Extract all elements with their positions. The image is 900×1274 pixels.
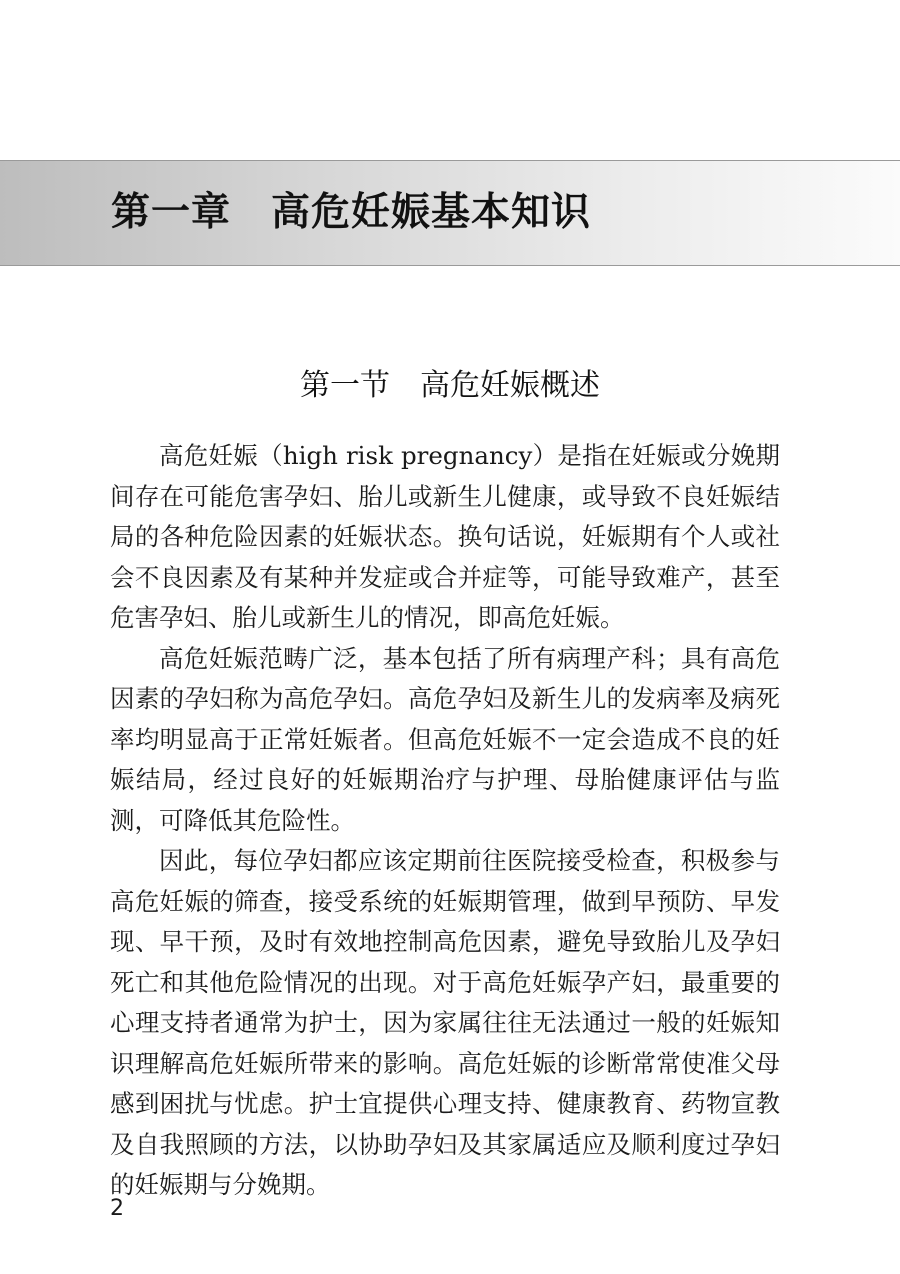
page-number: 2	[110, 1196, 124, 1221]
paragraph-2: 高危妊娠范畴广泛，基本包括了所有病理产科；具有高危因素的孕妇称为高危孕妇。高危孕妇及新生儿的发病率及病死率均明显高于正常妊娠者。但高危妊娠不一定会造成不良的妊娠结局，经过良好的妊娠期治疗与护理、母胎健康评估与监测，可降低其危险性。	[110, 643, 780, 835]
paragraph-3: 因此，每位孕妇都应该定期前往医院接受检查，积极参与高危妊娠的筛查，接受系统的妊娠期管理，做到早预防、早发现、早干预，及时有效地控制高危因素，避免导致胎儿及孕妇死亡和其他危险情况的出现。对于高危妊娠孕产妇，最重要的心理支持者通常为护士，因为家属往往无法通过一般的妊娠知识理解高危妊娠所带来的影响。高危妊娠的诊断常常使准父母感到困扰与忧虑。护士宜提供心理支持、健康教育、药物宣教及自我照顾的方法，以协助孕妇及其家属适应及顺利度过孕妇的妊娠期与分娩期。	[110, 846, 780, 1199]
body-text	[110, 436, 780, 1206]
section-title: 第一节 高危妊娠概述	[300, 368, 600, 403]
chapter-title: 第一章 高危妊娠基本知识	[111, 190, 592, 235]
paragraph-1: 高危妊娠（high risk pregnancy）是指在妊娠或分娩期间存在可能危害孕妇、胎儿或新生儿健康，或导致不良妊娠结局的各种危险因素的妊娠状态。换句话说，妊娠期有个人或社会不良因素及有某种并发症或合并症等，可能导致难产，甚至危害孕妇、胎儿或新生儿的情况，即高危妊娠。	[110, 441, 780, 632]
